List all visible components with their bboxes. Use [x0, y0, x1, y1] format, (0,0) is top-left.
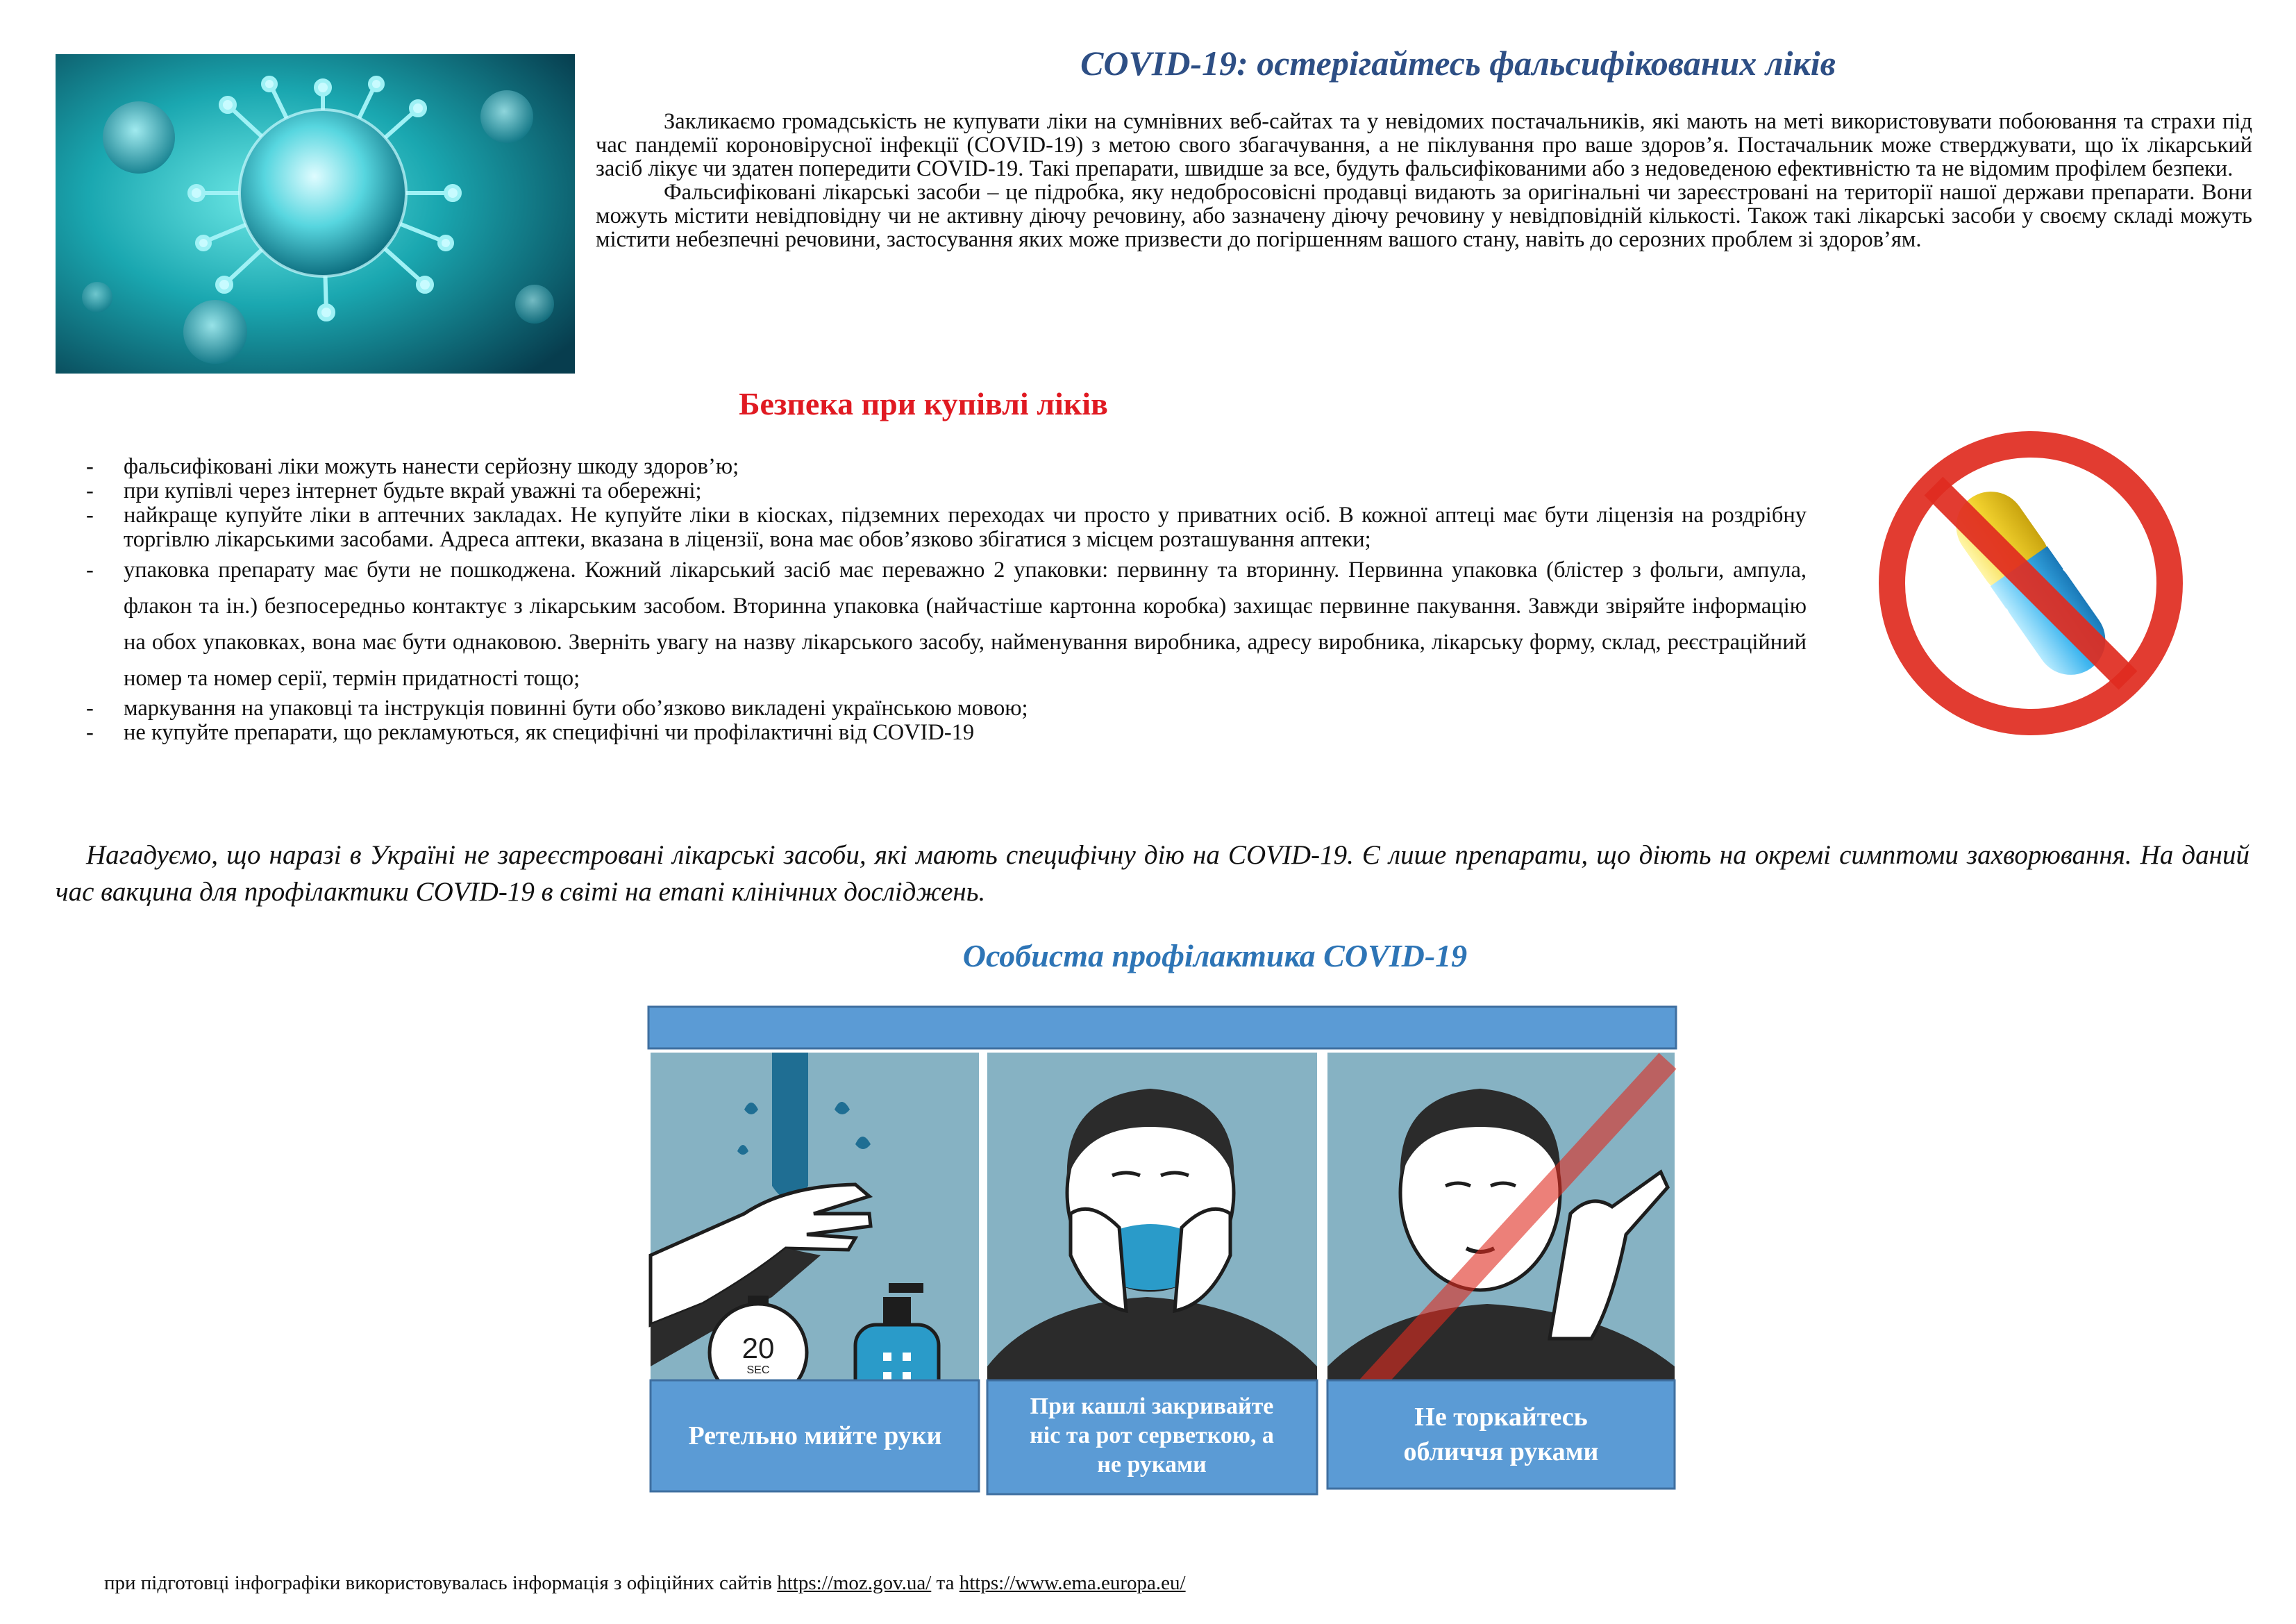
intro-text [596, 110, 2252, 251]
cough-panel [987, 1053, 1317, 1423]
svg-text:Ретельно мийте руки: Ретельно мийте руки [688, 1421, 942, 1450]
prevention-infographic [647, 1005, 1677, 1496]
prevention-heading: Особиста профілактика COVID-19 [962, 938, 1468, 973]
footer-note [104, 1572, 1186, 1595]
moz-link[interactable]: https://moz.gov.ua/ [777, 1572, 932, 1594]
svg-text:При кашлі закривайте: При кашлі закривайте [1030, 1393, 1274, 1419]
wash-hands-panel [651, 1053, 979, 1423]
timer-unit: SEC [746, 1364, 770, 1376]
intro-paragraph: Закликаємо громадськість не купувати ліки на сумнівних веб-сайтах та у невідомих постачальників, які мають на меті використовувати побоювання та страхи під час пандемії короновірусної інфекції (COVID-19) з метою свого збагачування, а не піклування про ваше здоров’я. Постачальник може стверджувати, що їх лікарський засіб лікує чи здатен попередити COVID-19. Такі препарати, швидше за все, будуть фальсифікованими або з недоведеною ефективністю та не відомим профілем безпеки. [596, 109, 2252, 181]
footer-text: при підготовці інфографіки використовувалась інформація з офіційних сайтів [104, 1572, 772, 1594]
caption-wash-hands [651, 1380, 979, 1491]
svg-text:Не торкайтесь: Не торкайтесь [1414, 1403, 1588, 1432]
list-item: - найкраще купуйте ліки в аптечних закладах. Не купуйте ліки в кіосках, підземних переходах чи просто у приватних осіб. В кожної аптеці має бути ліцензія на роздрібну торгівлю лікарськими засобами. Адреса аптеки, вказана в ліцензії, вона має обов’язково збігатися з місцем розташування аптеки; [78, 503, 1807, 552]
footer-conjunction: та [936, 1572, 955, 1594]
safety-list [78, 455, 1807, 745]
intro-paragraph: Фальсифіковані лікарські засоби – це підробка, яку недобросовісні продавці видають за оригінальні чи зареєстровані на території нашої держави препарати. Вони можуть містити невідповідну чи не активну діючу речовину, або зазначену діючу речовину у невідповідній кількості. Також такі лікарські засоби у своєму складі можуть містити небезпечні речовини, застосування яких може призвести до погіршенням вашого стану, навіть до серозних проблем зі здоров’ям. [596, 180, 2252, 252]
no-pills-icon [1819, 420, 2246, 746]
list-item: - фальсифіковані ліки можуть нанести серйозну шкоду здоров’ю; [78, 455, 1807, 479]
timer-number: 20 [741, 1332, 775, 1364]
list-item: - не купуйте препарати, що рекламуються, як специфічні чи профілактичні від COVID-19 [78, 721, 1807, 745]
svg-text:не руками: не руками [1097, 1452, 1207, 1477]
svg-text:обличчя руками: обличчя руками [1403, 1437, 1599, 1466]
infographic-banner [648, 1007, 1676, 1048]
svg-text:ніс та рот серветкою, а: ніс та рот серветкою, а [1030, 1423, 1274, 1448]
reminder-text: Нагадуємо, що наразі в Україні не зареєстровані лікарські засоби, які мають специфічну дію на COVID-19. Є лише препарати, що діють на окремі симптоми захворювання. На даний час вакцина для профілактики COVID-19 в світі на етапі клінічних досліджень. [56, 840, 2249, 907]
list-item: - при купівлі через інтернет будьте вкрай уважні та обережні; [78, 479, 1807, 503]
safety-heading: Безпека при купівлі ліків [739, 386, 1108, 421]
coronavirus-image [56, 54, 575, 374]
list-item: - упаковка препарату має бути не пошкоджена. Кожний лікарський засіб має переважно 2 упаковки: первинну та вторинну. Первинна упаковка (блістер з фольги, ампула, флакон та ін.) безпосередньо контактує з лікарським засобом. Вторинна упаковка (найчастіше картонна коробка) захищає первинне пакування. Завжди звіряйте інформацію на обох упаковках, вона має бути однаковою. Зверніть увагу на назву лікарського засобу, найменування виробника, адресу виробника, лікарську форму, склад, реєстраційний номер та номер серії, термін придатності тощо; [78, 552, 1807, 696]
caption-cough [987, 1380, 1317, 1494]
no-touch-face-panel [1327, 1053, 1675, 1423]
caption-no-touch [1327, 1380, 1675, 1489]
page-title: COVID-19: остерігайтесь фальсифікованих ліків [1080, 44, 1836, 83]
list-item: - маркування на упаковці та інструкція повинні бути обо’язково викладені українською мовою; [78, 696, 1807, 721]
ema-link[interactable]: https://www.ema.europa.eu/ [959, 1572, 1186, 1594]
